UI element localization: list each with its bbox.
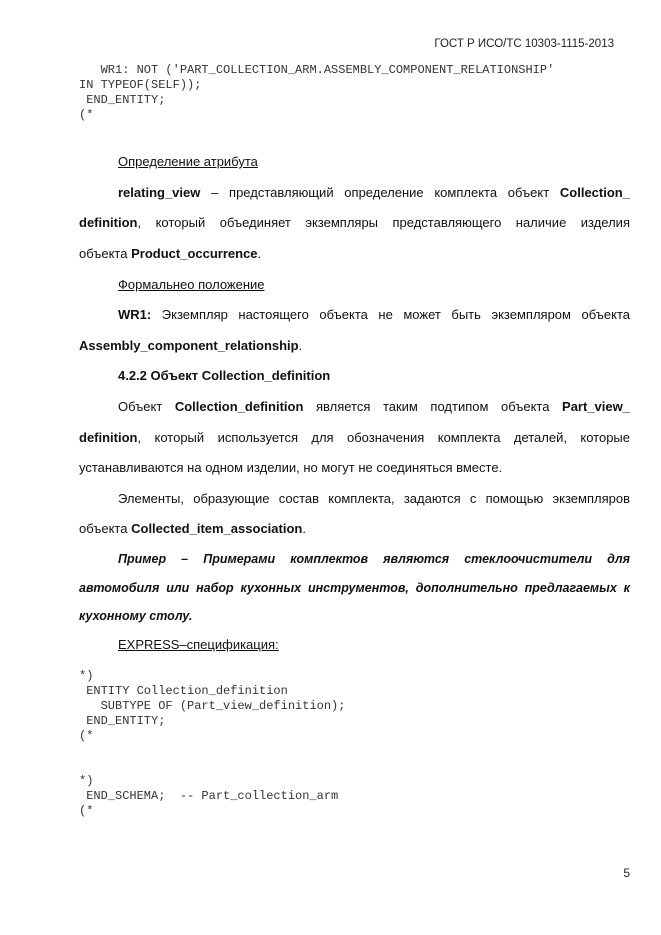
paragraph-line: объекта Collected_item_association. [79,521,306,536]
code-line: *) [79,774,94,788]
code-block-3 [79,774,338,819]
code-line: ENTITY Collection_definition [79,684,288,698]
example-line: Пример – Примерами комплектов являются стеклоочистители для [118,552,630,566]
paragraph-line: Assembly_component_relationship. [79,338,303,353]
code-line: *) [79,669,94,683]
paragraph-line: Объект Collection_definition является таким подтипом объекта Part_view_ [118,399,630,414]
example-line: кухонному столу. [79,609,193,623]
code-line: END_ENTITY; [79,93,166,107]
page-number: 5 [623,866,630,880]
express-specification-heading: EXPRESS–спецификация: [118,637,279,652]
code-line: (* [79,804,94,818]
paragraph-line: definition, который используется для обозначения комплекта деталей, которые [79,430,630,445]
paragraph-line: объекта Product_occurrence. [79,246,262,261]
code-line: END_SCHEMA; -- Part_collection_arm [79,789,339,803]
code-line: END_ENTITY; [79,714,166,728]
paragraph-line: WR1: Экземпляр настоящего объекта не может быть экземпляром объекта [118,307,630,322]
paragraph-line: устанавливаются на одном изделии, но могут не соединяться вместе. [79,460,503,475]
formal-propositions-heading: Формальнео положение [118,277,265,292]
code-line: IN TYPEOF(SELF)); [79,78,202,92]
attribute-definition-heading: Определение атрибута [118,154,258,169]
code-line: (* [79,729,94,743]
paragraph-line: relating_view – представляющий определение комплекта объект Collection_ [118,185,630,200]
document-header: ГОСТ Р ИСО/ТС 10303-1115-2013 [434,38,614,50]
code-block-1 [79,63,554,123]
code-block-2 [79,669,345,744]
code-line: (* [79,108,94,122]
term-relating-view: relating_view [118,185,201,200]
section-heading: 4.2.2 Объект Collection_definition [118,368,331,383]
code-line: SUBTYPE OF (Part_view_definition); [79,699,346,713]
paragraph-line: definition, который объединяет экземпляры представляющего наличие изделия [79,215,630,230]
example-line: автомобиля или набор кухонных инструментов, дополнительно предлагаемых к [79,581,630,595]
paragraph-line: Элементы, образующие состав комплекта, задаются с помощью экземпляров [118,491,630,506]
code-line: WR1: NOT ('PART_COLLECTION_ARM.ASSEMBLY_COMPONENT_RELATIONSHIP' [79,63,555,77]
